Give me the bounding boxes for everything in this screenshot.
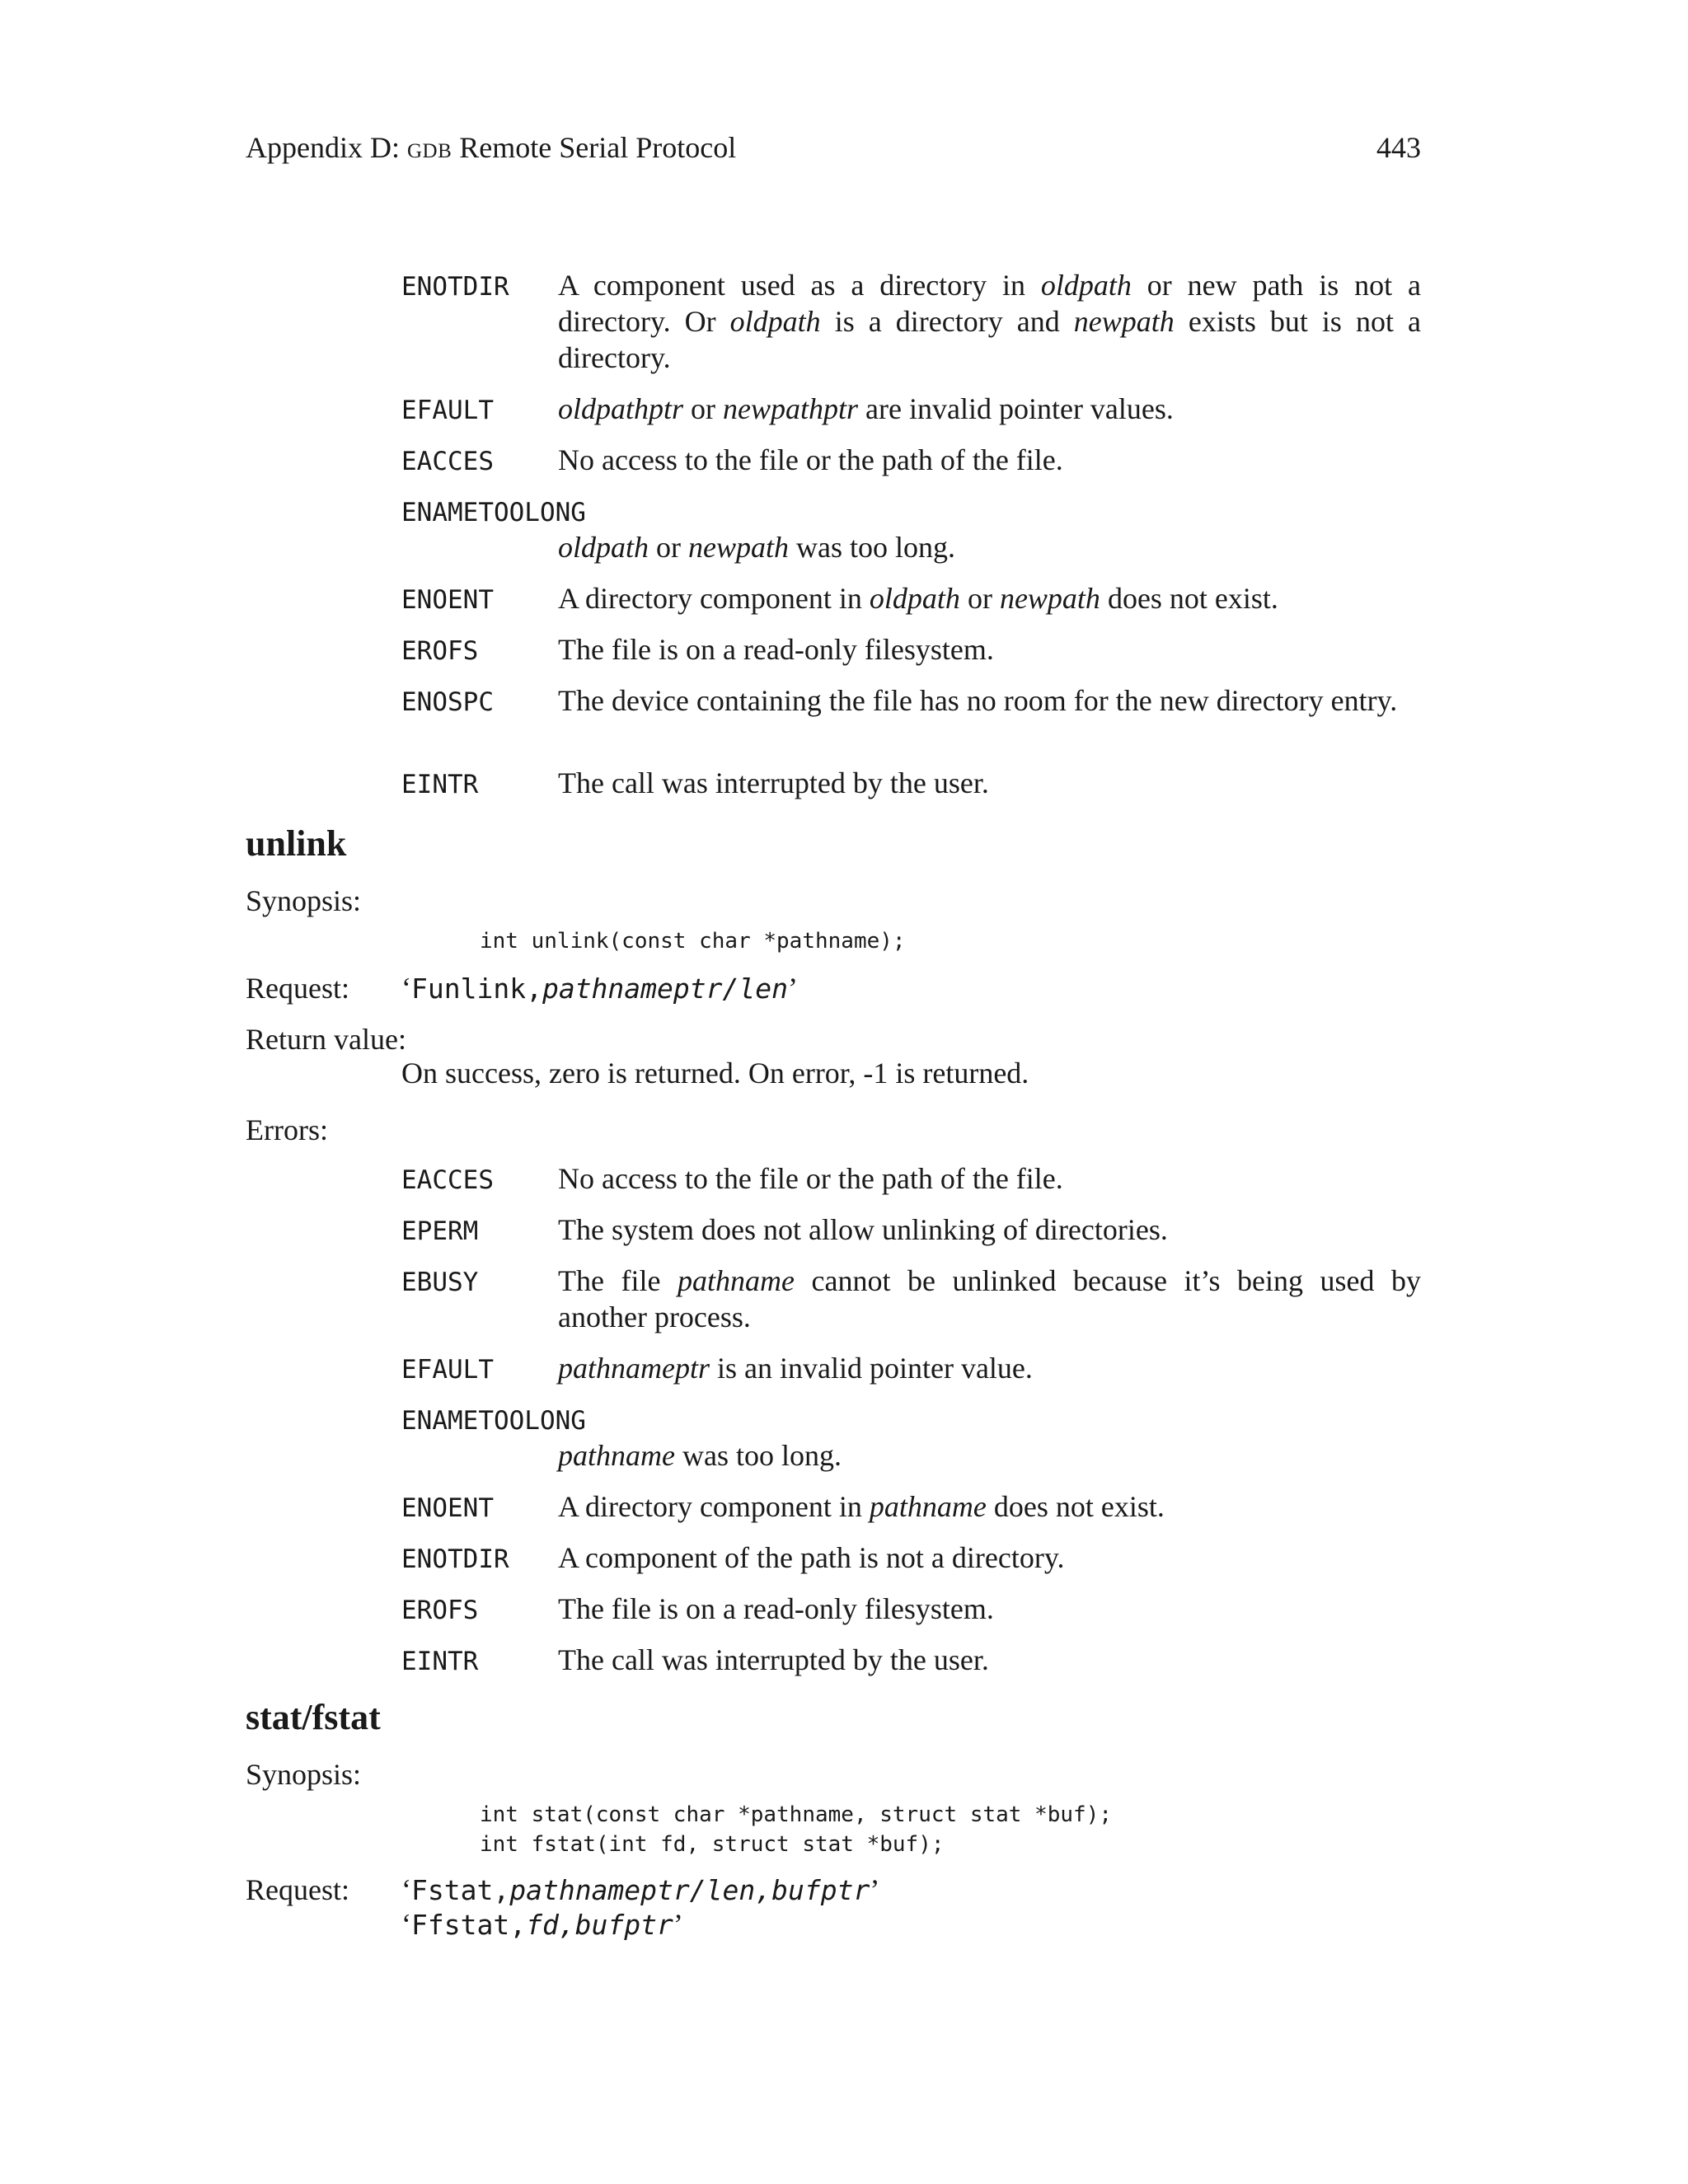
close-quote: ’	[787, 972, 798, 1005]
request-label: Request:	[246, 1873, 349, 1906]
section-heading: stat/fstat	[246, 1697, 381, 1737]
return-text: On success, zero is returned. On error, -1 is returned.	[401, 1057, 1029, 1090]
request-args: fd,bufptr	[526, 1909, 673, 1941]
appendix-suffix: Remote Serial Protocol	[452, 131, 737, 164]
synopsis-code-line: int fstat(int fd, struct stat *buf);	[480, 1832, 945, 1857]
error-description: No access to the file or the path of the file.	[558, 1162, 1063, 1195]
request-args: pathnameptr/len	[542, 972, 788, 1005]
error-description: A directory component in pathname does not exist.	[558, 1490, 1165, 1523]
open-quote: ‘	[401, 1873, 411, 1906]
synopsis-code-line: int stat(const char *pathname, struct stat *buf);	[480, 1802, 1113, 1827]
page-header	[246, 130, 1421, 165]
request-command: Funlink,	[411, 972, 542, 1005]
error-description: No access to the file or the path of the file.	[558, 443, 1063, 476]
error-code: EINTR	[401, 1647, 479, 1676]
error-description: The file pathname cannot be unlinked because it’s being used by another process.	[558, 1264, 1421, 1333]
open-quote: ‘	[401, 972, 411, 1005]
error-description: oldpathptr or newpathptr are invalid pointer values.	[558, 392, 1174, 425]
close-quote: ’	[870, 1873, 880, 1906]
error-description: The file is on a read-only filesystem.	[558, 1592, 994, 1625]
error-code: ENAMETOOLONG	[401, 1406, 586, 1436]
error-description: pathname was too long.	[558, 1439, 842, 1472]
error-description: The call was interrupted by the user.	[558, 1643, 989, 1676]
error-description: The file is on a read-only filesystem.	[558, 633, 994, 666]
request-args: pathnameptr/len,bufptr	[509, 1874, 870, 1906]
error-code: ENOTDIR	[401, 1544, 509, 1574]
synopsis-label: Synopsis:	[246, 884, 362, 917]
request-packet	[401, 971, 798, 1005]
section-heading: unlink	[246, 823, 347, 864]
page-number: 443	[1376, 131, 1421, 164]
error-code: EACCES	[401, 1165, 494, 1195]
error-code: ENOENT	[401, 585, 494, 615]
error-code: EPERM	[401, 1216, 479, 1246]
errors-label: Errors:	[246, 1113, 328, 1146]
request-command: Ffstat,	[411, 1909, 527, 1941]
running-title	[246, 130, 736, 165]
error-code: ENAMETOOLONG	[401, 498, 586, 527]
request-label: Request:	[246, 972, 349, 1005]
error-description: pathnameptr is an invalid pointer value.	[558, 1352, 1033, 1385]
error-code: ENOTDIR	[401, 272, 509, 302]
error-code: EBUSY	[401, 1268, 479, 1297]
error-description: A directory component in oldpath or newpath does not exist.	[558, 582, 1278, 615]
request-packet	[401, 1907, 683, 1942]
error-code: EINTR	[401, 770, 479, 799]
error-code: EFAULT	[401, 396, 494, 425]
error-description: The device containing the file has no room for the new directory entry.	[558, 684, 1398, 717]
error-code: ENOENT	[401, 1493, 494, 1523]
close-quote: ’	[673, 1908, 683, 1941]
error-description: oldpath or newpath was too long.	[558, 531, 956, 564]
synopsis-code: int unlink(const char *pathname);	[480, 929, 906, 954]
open-quote: ‘	[401, 1908, 411, 1941]
error-description: The system does not allow unlinking of directories.	[558, 1213, 1168, 1246]
return-label: Return value:	[246, 1023, 406, 1056]
appendix-prefix: Appendix D:	[246, 131, 407, 164]
error-code: ENOSPC	[401, 687, 494, 717]
request-command: Fstat,	[411, 1874, 510, 1906]
error-code: EFAULT	[401, 1355, 494, 1385]
request-packet	[401, 1872, 879, 1907]
error-description: A component of the path is not a directory.	[558, 1541, 1065, 1574]
error-description: The call was interrupted by the user.	[558, 766, 989, 799]
gdb-smallcaps: gdb	[406, 131, 452, 164]
synopsis-label: Synopsis:	[246, 1758, 362, 1791]
error-code: EACCES	[401, 447, 494, 476]
error-code: EROFS	[401, 636, 479, 666]
error-code: EROFS	[401, 1596, 479, 1625]
error-description: A component used as a directory in oldpath or new path is not a directory. Or oldpath is a directory and newpath exists but is not a directory.	[558, 269, 1421, 374]
